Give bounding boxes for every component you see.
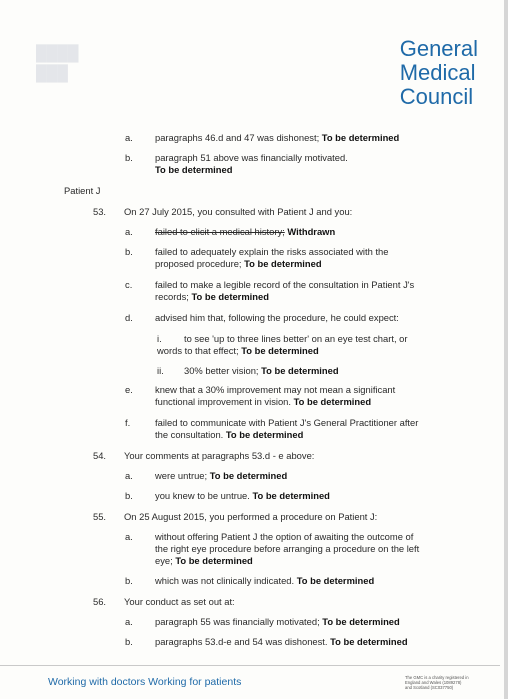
allegation-text: failed to make a legible record of the consultation in Patient J's <box>155 279 415 290</box>
allegation-text <box>155 226 335 237</box>
item-marker: b. <box>125 636 133 647</box>
footer-slogan: Working with doctors Working for patients <box>48 676 242 688</box>
item-marker: b. <box>125 490 133 501</box>
footer-note-line: England and Wales (1089278) <box>405 680 462 686</box>
paragraph-number: 53. <box>93 206 107 217</box>
allegation-body: eye; <box>155 555 173 566</box>
paragraph-text: On 25 August 2015, you performed a procedure on Patient J: <box>124 511 378 522</box>
allegation-text <box>155 616 400 627</box>
sub-item-marker: ii. <box>157 365 164 376</box>
status-label: To be determined <box>296 575 375 586</box>
allegation-text <box>155 396 371 407</box>
allegation-text <box>155 132 399 143</box>
allegation-text <box>155 258 322 269</box>
status-label <box>155 164 232 175</box>
status-label: To be determined <box>252 490 330 501</box>
allegation-text: without offering Patient J the option of awaiting the outcome of <box>155 531 414 542</box>
allegation-text <box>155 490 330 501</box>
paragraph-text: Your conduct as set out at: <box>124 596 235 607</box>
status-label: Withdrawn <box>287 226 336 237</box>
allegation-body: words to that effect; <box>157 345 239 356</box>
allegation-text <box>155 429 303 440</box>
allegation-text <box>184 365 339 376</box>
paragraph-text: Your comments at paragraphs 53.d - e above: <box>124 450 315 461</box>
item-marker: a. <box>125 531 133 542</box>
allegation-text: advised him that, following the procedure, he could expect: <box>155 312 399 323</box>
item-marker: a. <box>125 132 133 143</box>
allegation-body: functional improvement in vision. <box>155 396 292 407</box>
status-label: To be determined <box>241 345 319 356</box>
item-marker: a. <box>125 616 133 627</box>
allegation-text <box>157 345 319 356</box>
allegation-body: paragraph 55 was financially motivated; <box>155 616 320 627</box>
allegation-body: records; <box>155 291 189 302</box>
allegation-body: you knew to be untrue. <box>155 490 250 501</box>
status-label: To be determined <box>330 636 408 647</box>
status-label: To be determined <box>225 429 304 440</box>
allegation-text: failed to communicate with Patient J's General Practitioner after <box>155 417 419 428</box>
sub-item-marker: i. <box>157 333 162 344</box>
paragraph-text: On 27 July 2015, you consulted with Patient J and you: <box>124 206 353 217</box>
faded-watermark: ████ ███ <box>36 45 79 82</box>
logo-line-general: General <box>399 36 478 61</box>
allegation-text <box>155 470 287 481</box>
allegation-body: paragraphs 46.d and 47 was dishonest; <box>155 132 320 143</box>
item-marker: b. <box>125 575 133 586</box>
allegation-body: the consultation. <box>155 429 224 440</box>
gmc-logo <box>400 37 478 109</box>
section-heading: Patient J <box>64 185 101 196</box>
allegation-body: paragraphs 53.d-e and 54 was dishonest. <box>155 636 328 647</box>
allegation-text: paragraph 51 above was financially motivated. <box>155 152 348 163</box>
allegation-text <box>155 291 269 302</box>
item-marker: a. <box>125 470 133 481</box>
status-label: To be determined <box>321 132 400 143</box>
status-label: To be determined <box>261 365 339 376</box>
allegation-text <box>155 575 374 586</box>
allegation-body: which was not clinically indicated. <box>155 575 295 586</box>
status-label-text: To be determined <box>155 164 233 175</box>
item-marker: f. <box>125 417 131 428</box>
paragraph-number: 54. <box>93 450 107 461</box>
item-marker: e. <box>125 384 133 395</box>
allegation-body: were untrue; <box>155 470 208 481</box>
allegation-body: proposed procedure; <box>155 258 242 269</box>
status-label: To be determined <box>244 258 322 269</box>
status-label: To be determined <box>293 396 372 407</box>
footer-divider <box>0 665 500 666</box>
logo-line-medical: Medical <box>399 60 476 85</box>
paragraph-number: 56. <box>93 596 107 607</box>
item-marker: a. <box>125 226 133 237</box>
allegation-body: 30% better vision; <box>184 365 259 376</box>
allegation-text: knew that a 30% improvement may not mean a significant <box>155 384 396 395</box>
logo-line-council: Council <box>399 84 474 109</box>
paragraph-number: 55. <box>93 511 107 522</box>
withdrawn-text: failed to elicit a medical history; <box>155 226 285 237</box>
footer-note-line: and Scotland (SC037750) <box>405 685 454 691</box>
item-marker: b. <box>125 152 133 163</box>
allegation-text: the right eye procedure before arranging a procedure on the left <box>155 543 420 554</box>
allegation-text <box>155 636 408 647</box>
allegation-text: failed to adequately explain the risks associated with the <box>155 246 389 257</box>
status-label: To be determined <box>191 291 269 302</box>
status-label: To be determined <box>175 555 253 566</box>
item-marker: c. <box>125 279 133 290</box>
item-marker: d. <box>125 312 133 323</box>
allegation-text: to see 'up to three lines better' on an eye test chart, or <box>184 333 408 344</box>
status-label: To be determined <box>322 616 400 627</box>
allegation-text <box>155 555 253 566</box>
item-marker: b. <box>125 246 133 257</box>
status-label: To be determined <box>209 470 288 481</box>
footer-charity-note <box>405 675 495 691</box>
footer-note-line: The GMC is a charity registered in <box>405 675 469 680</box>
